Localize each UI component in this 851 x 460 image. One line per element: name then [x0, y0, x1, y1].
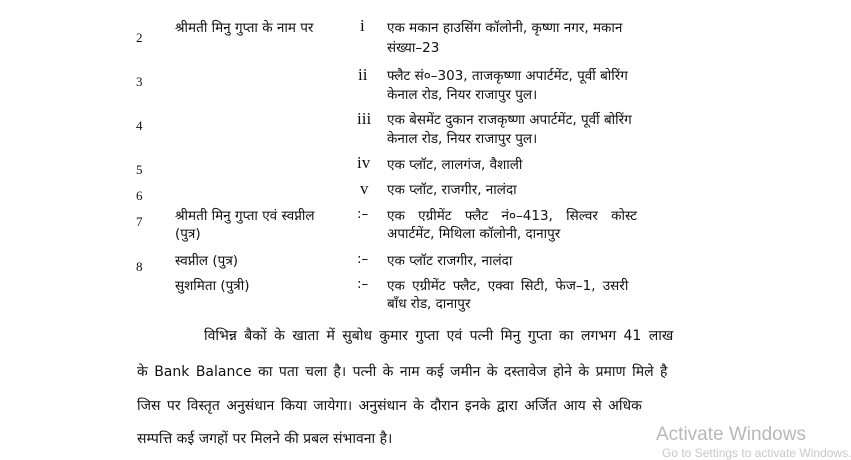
roman-numeral: v	[360, 179, 369, 198]
property-description: एक प्लॉट, राजगीर, नालंदा	[387, 182, 517, 198]
roman-numeral: ii	[358, 65, 368, 84]
property-description: एक एग्रीमेंट फ्लैट नं०–413, सिल्वर कोस्ट	[387, 208, 638, 224]
paragraph-line: जिस पर विस्तृत अनुसंधान किया जायेगा। अनुसंधान के दौरान इनके द्वारा अर्जित आय से अधिक	[137, 398, 642, 414]
owner-name: श्रीमती मिनु गुप्ता एवं स्वप्नील	[175, 208, 315, 224]
activate-windows-watermark: Activate Windows	[656, 424, 806, 445]
property-description: एक प्लॉट राजगीर, नालंदा	[387, 253, 513, 269]
row-number: 5	[136, 162, 143, 177]
row-number: 2	[136, 30, 143, 45]
row-number: 6	[136, 188, 143, 203]
activate-windows-subtext: Go to Settings to activate Windows.	[662, 446, 851, 460]
roman-numeral: iii	[357, 109, 372, 128]
owner-name: सुशमिता (पुत्री)	[175, 278, 250, 294]
property-description-cont: केनाल रोड, नियर राजापुर पुल।	[387, 131, 538, 147]
property-description-cont: संख्या–23	[387, 40, 440, 56]
roman-numeral: iv	[357, 153, 371, 172]
property-description-cont: केनाल रोड, नियर राजापुर पुल।	[387, 87, 538, 103]
owner-name: स्वप्नील (पुत्र)	[175, 253, 239, 269]
property-description: एक मकान हाउसिंग कॉलोनी, कृष्णा नगर, मकान	[387, 20, 623, 36]
owner-name-cont: (पुत्र)	[175, 226, 201, 242]
row-number: 3	[136, 74, 143, 89]
owner-name: श्रीमती मिनु गुप्ता के नाम पर	[175, 20, 314, 36]
row-number: 8	[136, 259, 143, 274]
separator-mark: :–	[357, 251, 369, 267]
property-description: एक बेसमेंट दुकान राजकृष्णा अपार्टमेंट, पूर्वी बोरिंग	[387, 112, 632, 128]
paragraph-line: विभिन्न बैकों के खाता में सुबोध कुमार गुप्ता एवं पत्नी मिनु गुप्ता का लगभग 41 लाख	[204, 328, 674, 344]
property-description-cont: अपार्टमेंट, मिथिला कॉलोनी, दानापुर	[387, 226, 561, 242]
row-number: 7	[136, 214, 143, 229]
roman-numeral: i	[360, 16, 365, 35]
separator-mark: :–	[357, 206, 369, 222]
property-description: फ्लैट सं०–303, ताजकृष्णा अपार्टमेंट, पूर्वी बोरिंग	[387, 68, 628, 84]
property-description: एक प्लॉट, लालगंज, वैशाली	[387, 157, 523, 173]
paragraph-line: के Bank Balance का पता चला है। पत्नी के नाम कई जमीन के दस्तावेज होने के प्रमाण मिले है	[137, 364, 668, 380]
property-description-cont: बाँध रोड, दानापुर	[387, 296, 471, 312]
separator-mark: :–	[357, 276, 369, 292]
row-number: 4	[136, 118, 143, 133]
property-description: एक एग्रीमेंट फ्लैट, एक्वा सिटी, फेज–1, उसरी	[387, 278, 629, 294]
paragraph-line: सम्पत्ति कई जगहों पर मिलने की प्रबल संभावना है।	[137, 431, 393, 447]
